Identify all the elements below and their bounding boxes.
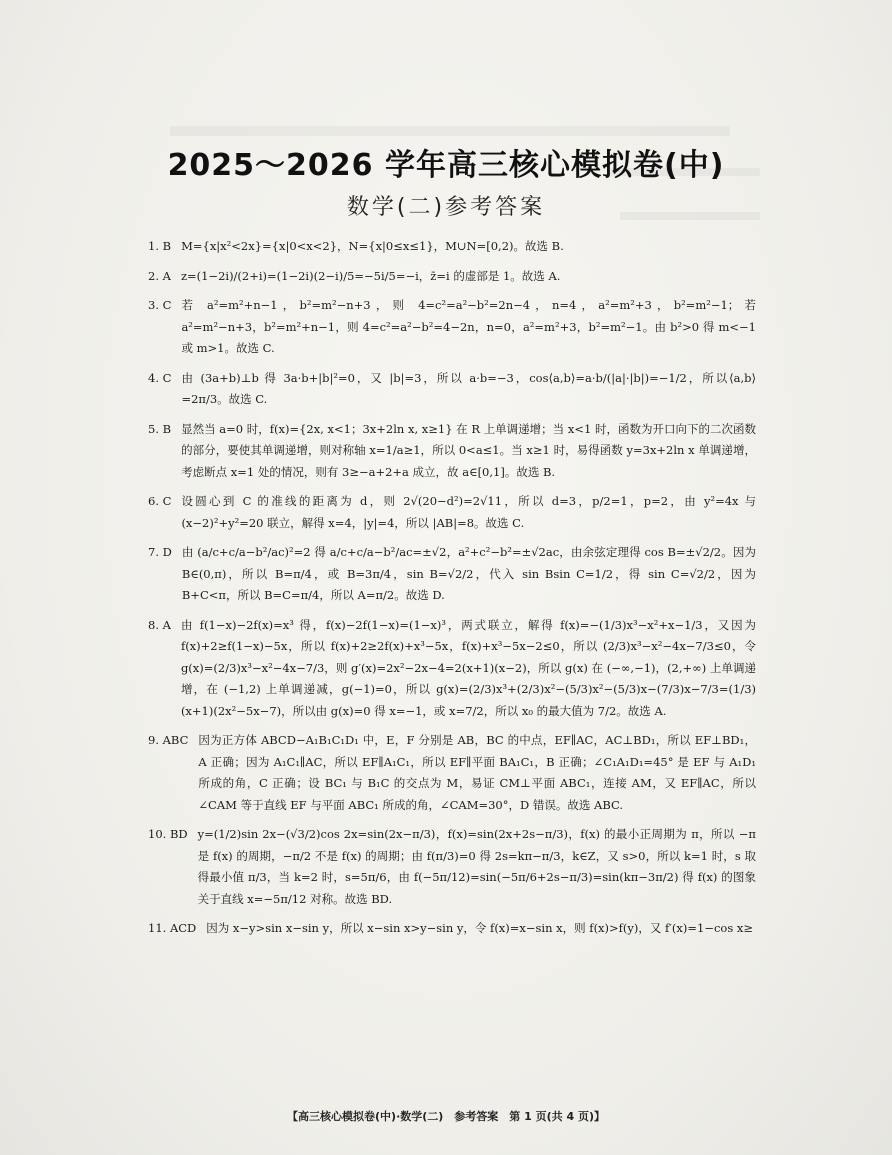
answer-item [148, 266, 756, 288]
answer-explanation: M={x|x²<2x}={x|0<x<2}，N={x|0≤x≤1}，M∪N=[0,2)。故选 B. [181, 239, 564, 253]
answer-number: 9. ABC [148, 733, 189, 747]
answer-item [148, 542, 756, 607]
answer-explanation: 由 (a/c+c/a−b²/ac)²=2 得 a/c+c/a−b²/ac=±√2，a²+c²−b²=±√2ac，由余弦定理得 cos B=±√2/2。因为 B∈(0,π)，所以 B=π/4，或 B=3π/4，sin B=√2/2，代入 sin Bsin C=1/2，得 sin C=√2/2，因为 B+C<π，所以 B=C=π/4，所以 A=π/2。故选 D. [181, 545, 756, 602]
answer-explanation: y=(1/2)sin 2x−(√3/2)cos 2x=sin(2x−π/3)，f(x)=sin(2x+2s−π/3)，f(x) 的最小正周期为 π，所以 −π 是 f(x) 的周期，−π/2 不是 f(x) 的周期；由 f(π/3)=0 得 2s=kπ−π/3，k∈Z，又 s>0，所以 k=1 时，s 取得最小值 π/3，当 k=2 时，s=5π/6，由 f(−5π/12)=sin(−5π/6+2s−π/3)=sin(kπ−3π/2) 得 f(x) 的图象关于直线 x=−5π/12 对称。故选 BD. [197, 827, 756, 906]
page-footer: 【高三核心模拟卷(中)·数学(二) 参考答案 第 1 页(共 4 页)】 [287, 1110, 605, 1123]
answer-number: 10. BD [148, 827, 188, 841]
answer-explanation: 由 (3a+b)⊥b 得 3a·b+|b|²=0，又 |b|=3，所以 a·b=−3，cos⟨a,b⟩=a·b/(|a|·|b|)=−1/2，所以⟨a,b⟩=2π/3。故选 C. [181, 370, 756, 406]
answer-number: 7. D [148, 545, 172, 559]
answer-explanation: 设圆心到 C 的准线的距离为 d，则 2√(20−d²)=2√11，所以 d=3，p/2=1，p=2，由 y²=4x 与 (x−2)²+y²=20 联立，解得 x=4，|y|=4，所以 |AB|=8。故选 C. [181, 494, 756, 530]
answer-explanation: 显然当 a=0 时，f(x)={2x, x<1；3x+2ln x, x≥1} 在 R 上单调递增；当 x<1 时，函数为开口向下的二次函数的部分，要使其单调递增，则对称轴 x=1/a≥1，所以 0<a≤1。当 x≥1 时，易得函数 y=3x+2ln x 单调递增，考虑断点 x=1 处的情况，则有 3≥−a+2+a 成立，故 a∈[0,1]。故选 B. [181, 421, 756, 479]
document-subtitle: 数学(二)参考答案 [346, 195, 546, 220]
answer-item [148, 419, 756, 484]
answer-item [148, 730, 756, 816]
answer-number: 1. B [148, 239, 172, 253]
answer-number: 5. B [148, 421, 172, 436]
answer-number: 6. C [148, 494, 172, 508]
document-title: 2025～2026 学年高三核心模拟卷(中) [167, 148, 725, 183]
answer-number: 11. ACD [148, 921, 197, 935]
answer-explanation: 若 a²=m²+n−1，b²=m²−n+3，则 4=c²=a²−b²=2n−4，n=4，a²=m²+3，b²=m²−1；若 a²=m²−n+3，b²=m²+n−1，则 4=c²=a²−b²=4−2n，n=0，a²=m²+3，b²=m²−1。由 b²>0 得 m<−1 或 m>1。故选 C. [181, 298, 756, 355]
answer-number: 2. A [148, 268, 171, 283]
answer-number: 3. C [148, 298, 172, 312]
answer-explanation: 由 f(1−x)−2f(x)=x³ 得，f(x)−2f(1−x)=(1−x)³，两式联立，解得 f(x)=−(1/3)x³−x²+x−1/3，又因为 f(x)+2≥f(1−x)−5x，所以 f(x)+2≥2f(x)+x³−5x，f(x)+x³−5x−2≤0，所以 (2/3)x³−x²−4x−7/3≤0，令 g(x)=(2/3)x³−x²−4x−7/3，则 g′(x)=2x²−2x−4=2(x+1)(x−2)，所以 g(x) 在 (−∞,−1)，(2,+∞) 上单调递增，在 (−1,2) 上单调递减，g(−1)=0，所以 g(x)=(2/3)x³+(2/3)x²−(5/3)x²−(5/3)x−(7/3)x−7/3=(1/3)(x+1)(2x²−5x−7)，所以由 g(x)=0 得 x=−1，或 x=7/2，所以 x₀ 的最大值为 7/2。故选 A. [180, 617, 756, 718]
answer-explanation: z=(1−2i)/(2+i)=(1−2i)(2−i)/5=−5i/5=−i，z̄=i 的虚部是 1。故选 A. [180, 268, 561, 283]
answer-item [148, 918, 756, 940]
answer-item [148, 368, 756, 411]
answer-explanation: 因为 x−y>sin x−sin y，所以 x−sin x>y−sin y，令 f(x)=x−sin x，则 f(x)>f(y)，又 f′(x)=1−cos x≥ [206, 921, 754, 935]
answer-item [148, 491, 756, 534]
answer-item [148, 295, 756, 360]
answer-explanation: 因为正方体 ABCD−A₁B₁C₁D₁ 中，E，F 分别是 AB，BC 的中点，EF∥AC，AC⊥BD₁，所以 EF⊥BD₁，A 正确；因为 A₁C₁∥AC，所以 EF∥A₁C₁，所以 EF∥平面 BA₁C₁，B 正确；∠C₁A₁D₁=45° 是 EF 与 A₁D₁ 所成的角，C 正确；设 BC₁ 与 B₁C 的交点为 M，易证 CM⊥平面 ABC₁，连接 AM，又 EF∥AC，所以∠CAM 等于直线 EF 与平面 ABC₁ 所成的角，∠CAM=30°，D 错误。故选 ABC. [198, 733, 756, 812]
answer-list [148, 236, 756, 948]
answer-number: 8. A [148, 617, 171, 632]
answer-item [148, 615, 756, 723]
answer-number: 4. C [148, 370, 172, 385]
answer-item [148, 824, 756, 910]
bleed-through-mark [170, 126, 730, 136]
answer-item [148, 236, 756, 258]
